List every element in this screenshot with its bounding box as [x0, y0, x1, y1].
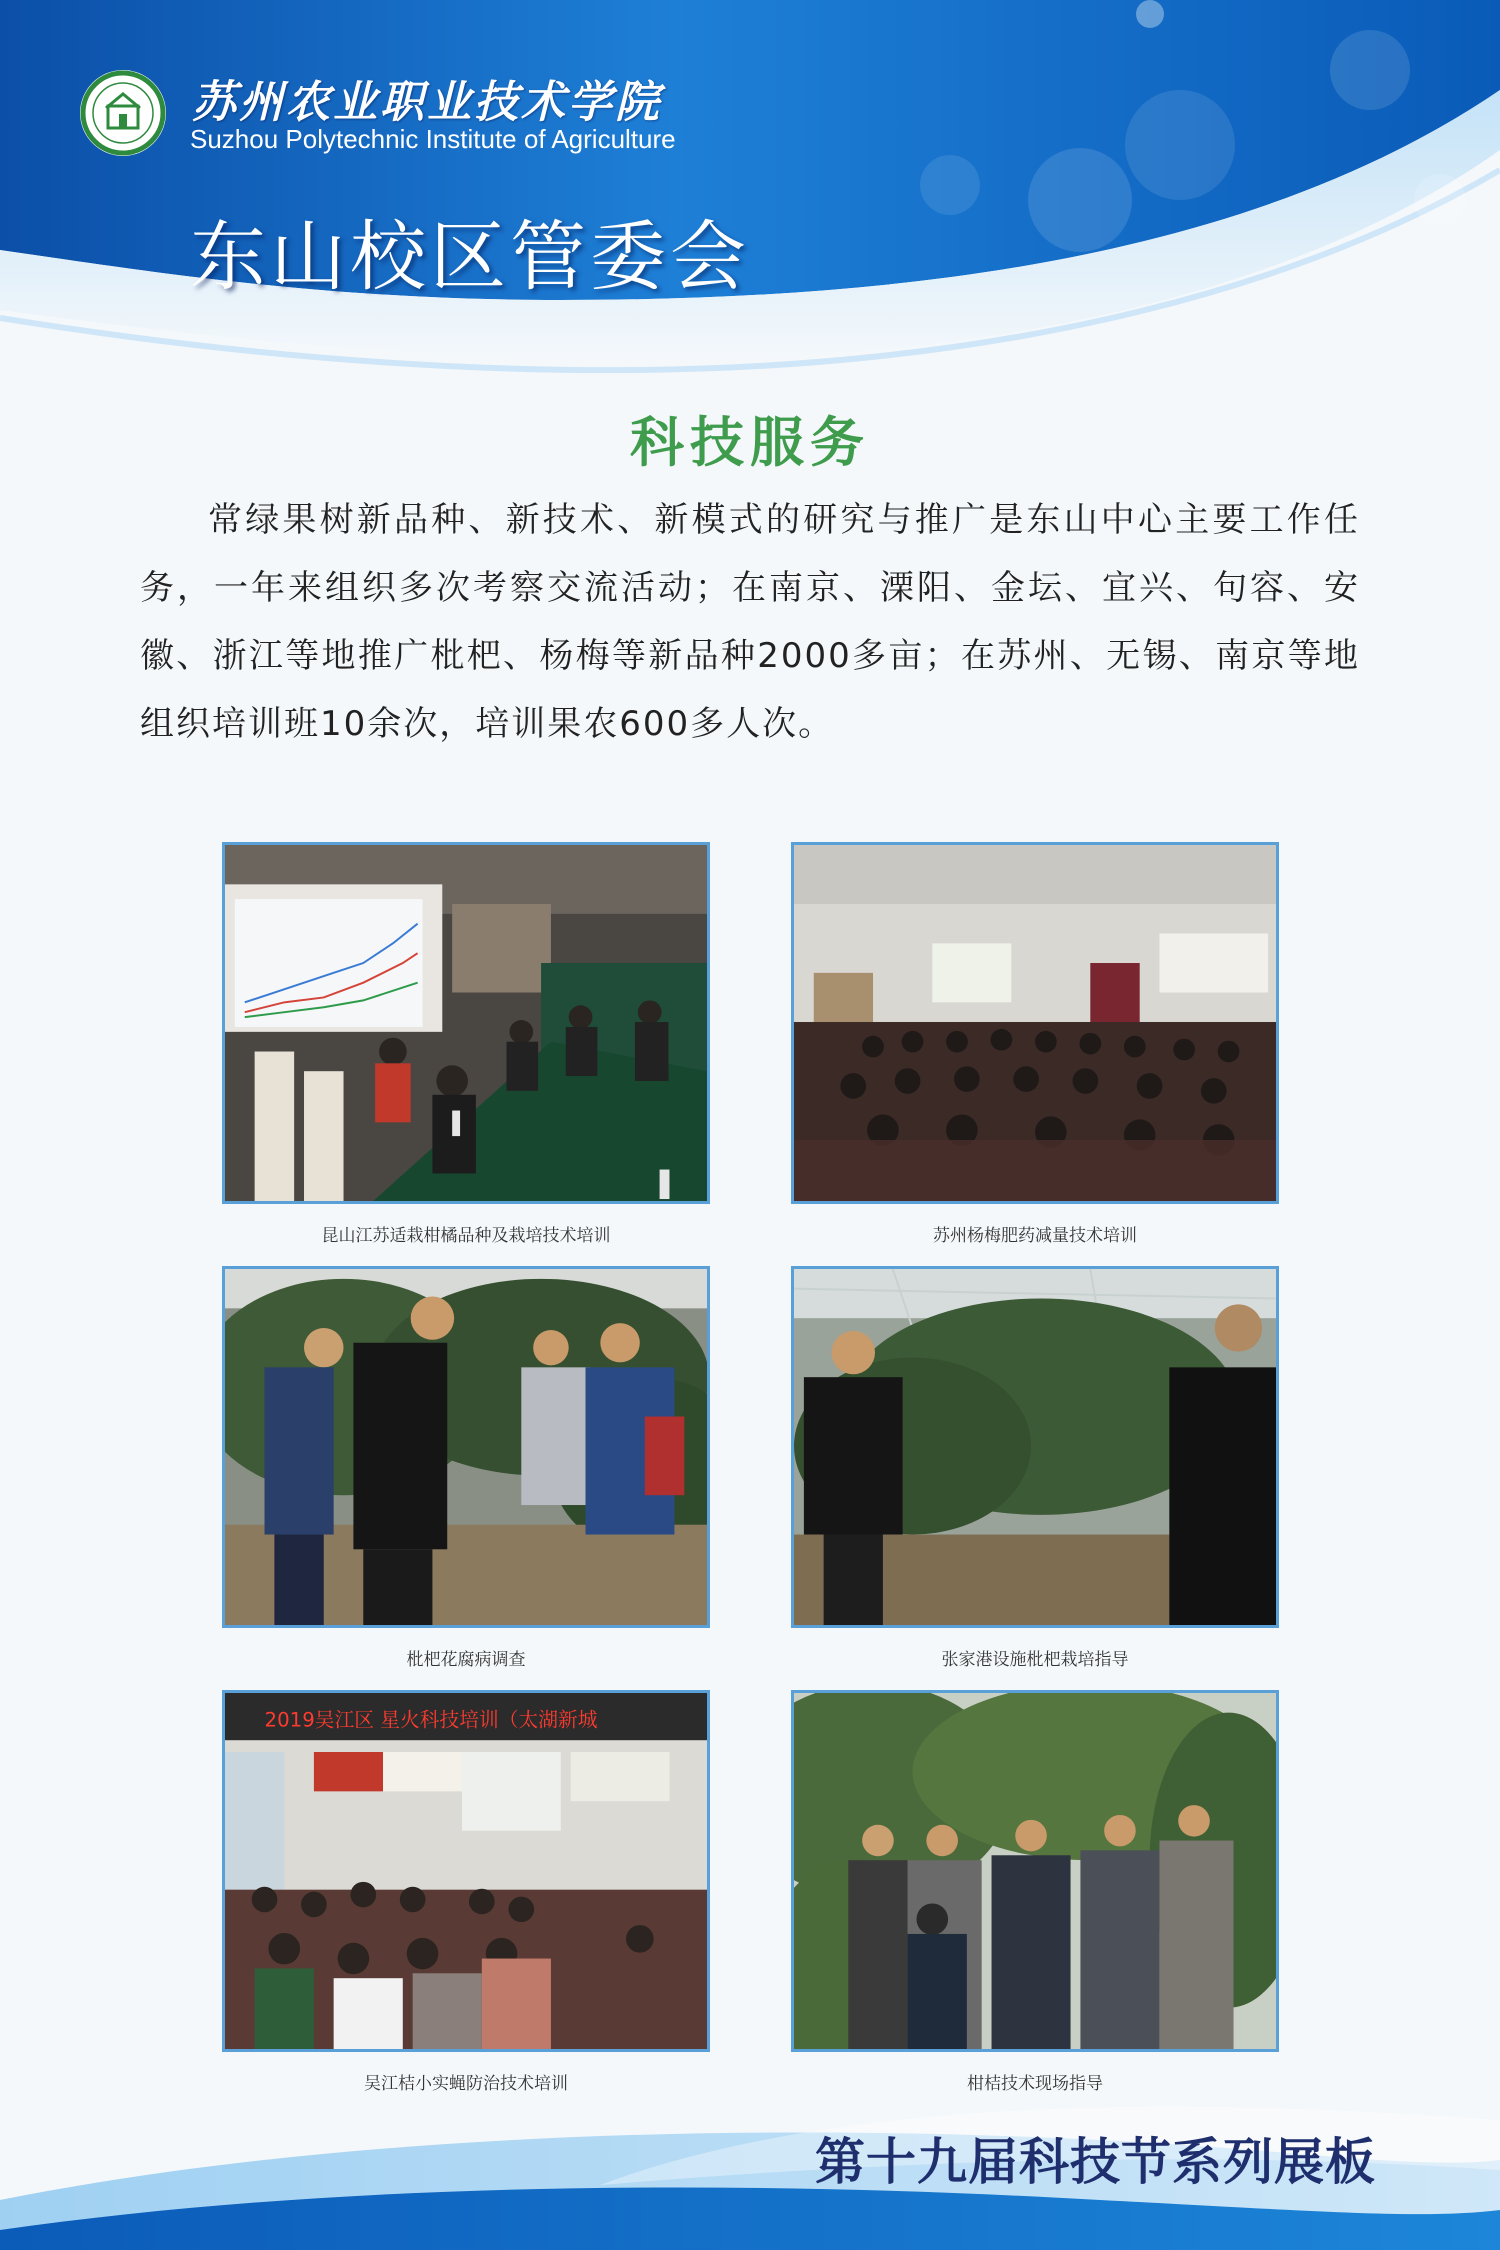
photo-caption: 枇杷花腐病调查: [406, 1650, 526, 1670]
photo-caption: 张家港设施枇杷栽培指导: [941, 1650, 1129, 1670]
series-title: 第十九届科技节系列展板: [815, 2133, 1376, 2191]
photo-suzhou-bayberry-training: [791, 842, 1279, 1204]
photo-wujiang-fruitfly-training: [222, 1690, 710, 2052]
photo-zhangjiagang-loquat-guidance: [791, 1266, 1279, 1628]
school-name-cn: 苏州农业职业技术学院: [192, 77, 662, 128]
intro-paragraph: 常绿果树新品种、新技术、新模式的研究与推广是东山中心主要工作任务，一年来组织多次考察交流活动；在南京、溧阳、金坛、宜兴、句容、安徽、浙江等地推广枇杷、杨梅等新品种2000多亩；在苏州、无锡、南京等地组织培训班10余次，培训果农600多人次。: [140, 500, 1360, 744]
photo-caption: 昆山江苏适栽柑橘品种及栽培技术培训: [321, 1226, 611, 1246]
department-title: 东山校区管委会: [190, 212, 750, 301]
photo-caption: 吴江桔小实蝇防治技术培训: [364, 2074, 568, 2094]
photo-citrus-field-guidance: [791, 1690, 1279, 2052]
led-banner-text: 2019吴江区 星火科技培训（太湖新城: [264, 1708, 598, 1732]
photo-caption: 苏州杨梅肥药减量技术培训: [933, 1226, 1137, 1246]
school-name-en: Suzhou Polytechnic Institute of Agriculture: [190, 124, 676, 154]
school-logo-icon: [78, 68, 168, 158]
section-title: 科技服务: [630, 411, 870, 474]
photo-kunshan-training: [222, 842, 710, 1204]
photo-loquat-disease-survey: [222, 1266, 710, 1628]
photo-caption: 柑桔技术现场指导: [967, 2074, 1103, 2094]
